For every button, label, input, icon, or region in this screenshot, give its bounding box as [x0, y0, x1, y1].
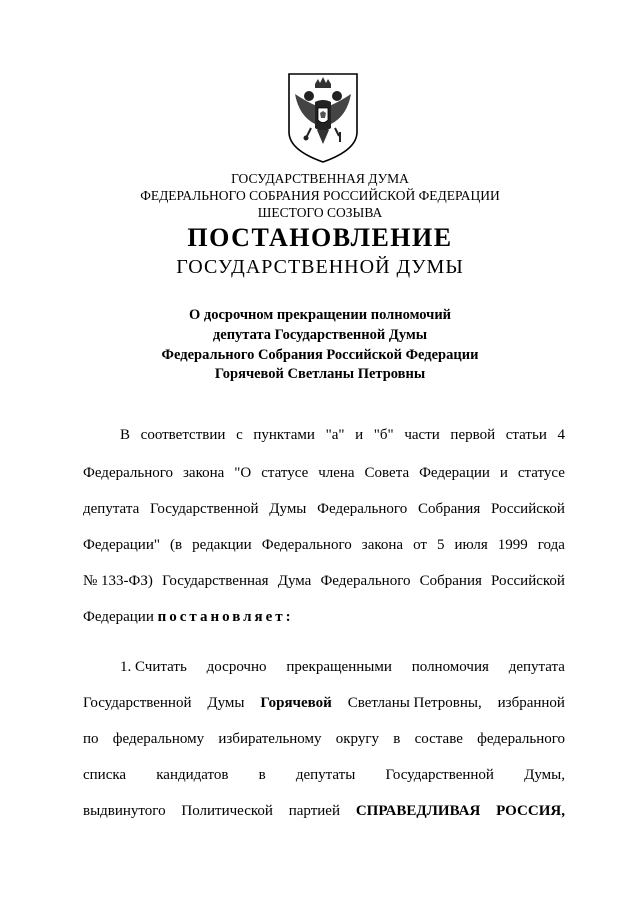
word: июля [454, 537, 488, 553]
document-issuer: ГОСУДАРСТВЕННОЙ ДУМЫ [176, 256, 464, 278]
word: составе [414, 731, 463, 747]
word: полномочия [411, 659, 489, 675]
word: Собрания [419, 573, 482, 589]
word: 1999 [497, 537, 528, 553]
word: списка [83, 767, 127, 783]
word: и [499, 465, 508, 481]
word: Российской [491, 501, 565, 517]
word: закона [361, 537, 404, 553]
word: с [236, 427, 243, 443]
word: Государственной [150, 501, 259, 517]
subject-line: О досрочном прекращении полномочий [188, 307, 452, 323]
word: в [258, 767, 266, 783]
deputy-surname: Горячевой [260, 695, 332, 711]
word: статусе [517, 465, 565, 481]
word: Думы [269, 501, 307, 517]
item1-text: избранной [497, 695, 565, 711]
item1-text: Государственной [83, 695, 192, 711]
item1-line [83, 730, 565, 748]
header-line-duma: ГОСУДАРСТВЕННАЯ ДУМА [231, 171, 409, 186]
word: пунктами [253, 427, 315, 443]
word: № 133-ФЗ) [83, 573, 153, 589]
subject-line: Федерального Собрания Российской Федерации [161, 347, 479, 363]
word: избирательному [218, 731, 322, 747]
subject-line: депутата Государственной Думы [212, 327, 428, 343]
word: первой [450, 427, 496, 443]
resolves-text: постановляет: [157, 609, 294, 625]
item1-text: выдвинутого [83, 803, 166, 819]
word: Федерации [419, 465, 490, 481]
word: Государственной [385, 767, 494, 783]
word: "б" [373, 427, 394, 443]
item1-line [120, 658, 565, 676]
preamble-text: Федерации [83, 609, 154, 625]
preamble-line [83, 536, 565, 554]
word: Федерального [317, 501, 408, 517]
word: Федерального [320, 573, 411, 589]
document-type: ПОСТАНОВЛЕНИЕ [187, 223, 453, 252]
word: кандидатов [156, 767, 229, 783]
word: Федерального [261, 537, 352, 553]
word: Федерального [83, 465, 174, 481]
item1-line [83, 694, 565, 712]
preamble-line [120, 426, 565, 444]
word: редакции [192, 537, 252, 553]
item1-text: партией [288, 803, 340, 819]
word: "О [234, 465, 252, 481]
word: федерального [477, 731, 565, 747]
word: округу [335, 731, 380, 747]
word: прекращенными [286, 659, 392, 675]
item1-text: Думы [207, 695, 245, 711]
word: досрочно [206, 659, 267, 675]
preamble-line [83, 608, 565, 626]
word: Российской [491, 573, 565, 589]
preamble-line [83, 572, 565, 590]
word: части [404, 427, 440, 443]
word: 1. Считать [120, 659, 187, 675]
word: члена [318, 465, 355, 481]
word: депутата [83, 501, 140, 517]
party-name: РОССИЯ, [496, 803, 565, 819]
word: по [83, 731, 99, 747]
state-emblem-icon [285, 72, 361, 164]
word: статьи [505, 427, 547, 443]
word: Федерации" [83, 537, 160, 553]
preamble-line [83, 500, 565, 518]
word: депутаты [295, 767, 356, 783]
word: Думы, [524, 767, 565, 783]
word: В [120, 427, 131, 443]
item1-text: Светланы Петровны, [347, 695, 482, 711]
word: статусе [261, 465, 309, 481]
word: от [413, 537, 427, 553]
word: Дума [277, 573, 312, 589]
word: Собрания [417, 501, 481, 517]
word: депутата [508, 659, 565, 675]
word: федеральному [112, 731, 205, 747]
subject-line: Горячевой Светланы Петровны [214, 366, 426, 382]
item1-text: Политической [181, 803, 273, 819]
item1-line [83, 766, 565, 784]
party-name: СПРАВЕДЛИВАЯ [355, 803, 481, 819]
word: Совета [364, 465, 410, 481]
word: Государственная [162, 573, 269, 589]
preamble-line [83, 464, 565, 482]
word: соответствии [140, 427, 226, 443]
item1-line [83, 802, 565, 820]
word: 5 [436, 537, 445, 553]
word: в [393, 731, 401, 747]
word: "а" [325, 427, 345, 443]
word: 4 [557, 427, 565, 443]
header-line-assembly: ФЕДЕРАЛЬНОГО СОБРАНИЯ РОССИЙСКОЙ ФЕДЕРАЦИИ [140, 188, 500, 203]
header-line-convocation: ШЕСТОГО СОЗЫВА [257, 205, 383, 220]
word: и [355, 427, 364, 443]
word: закона [183, 465, 225, 481]
word: (в [169, 537, 183, 553]
word: года [537, 537, 565, 553]
